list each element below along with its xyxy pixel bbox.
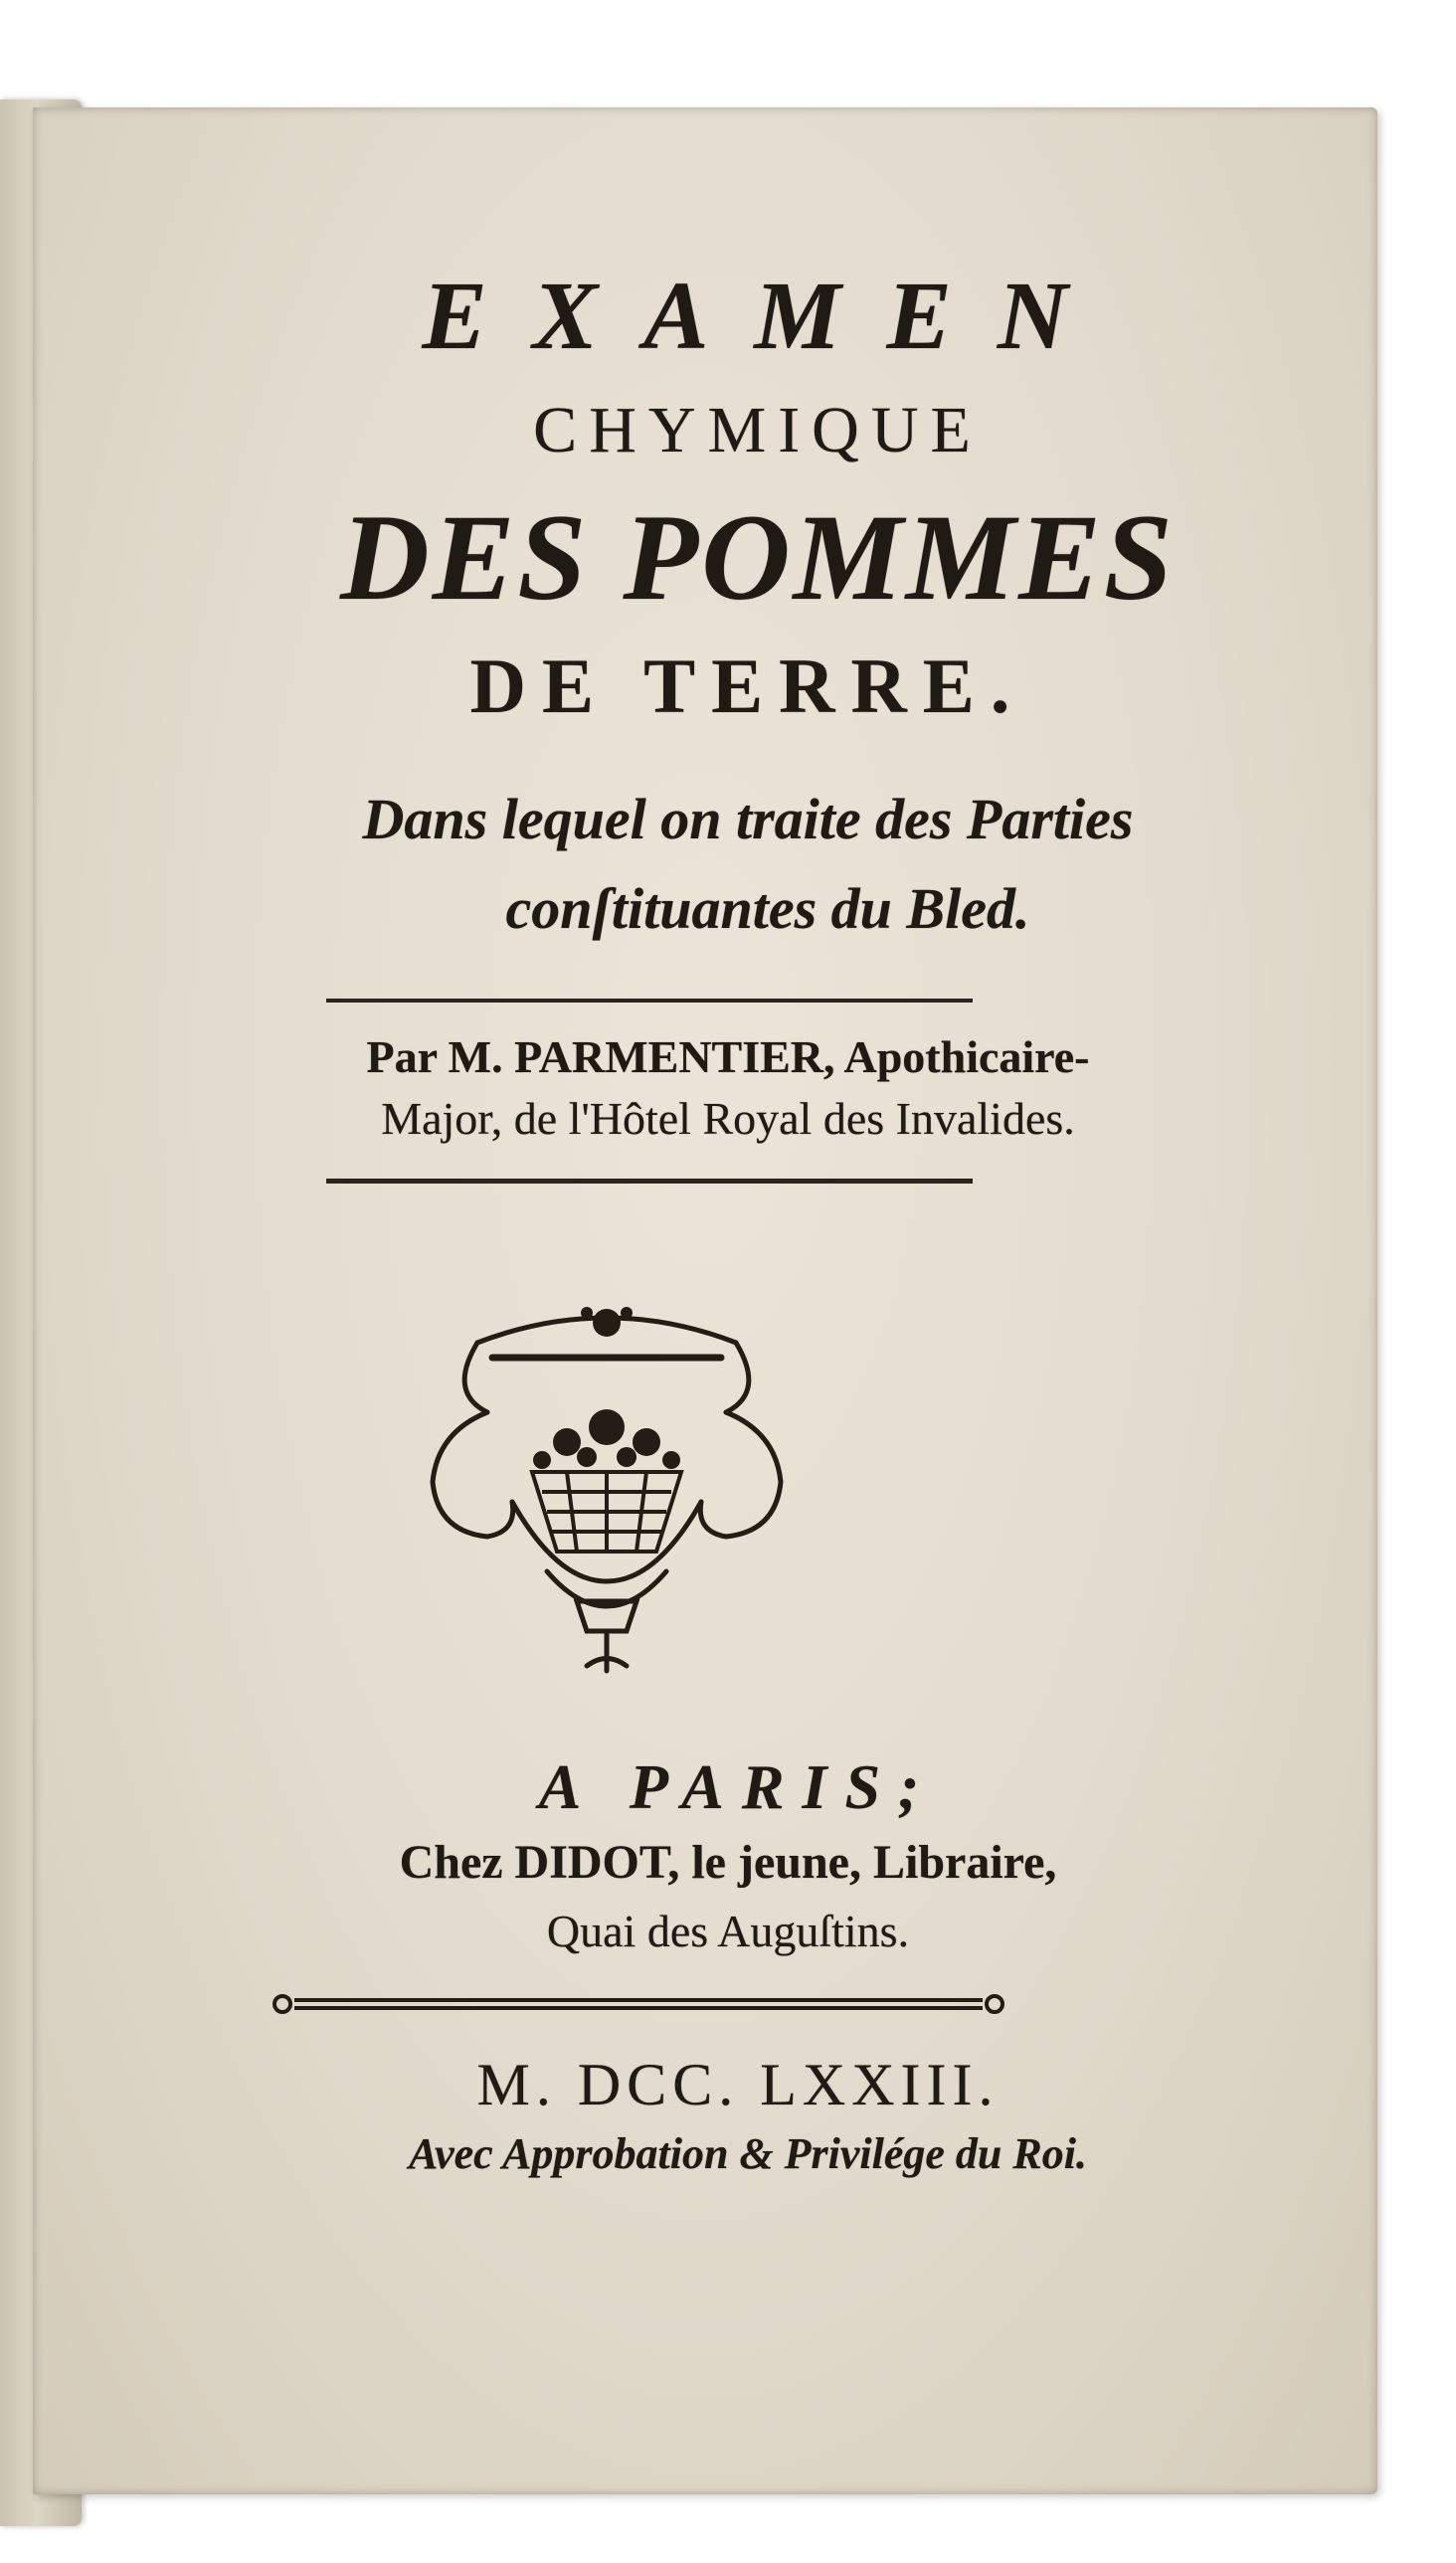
- subtitle-line-2: conſtituantes du Bled.: [505, 876, 1030, 941]
- author-line-1: Par M. PARMENTIER, Apothicaire-: [366, 1031, 1090, 1082]
- ornamental-rule: [271, 1993, 1006, 2015]
- subtitle-line-1: Dans lequel on traite des Parties: [362, 787, 1134, 851]
- title-line-des-pommes: DES POMMES: [340, 489, 1176, 626]
- imprint-address: Quai des Auguſtins.: [546, 1906, 910, 1956]
- privilege-statement: Avec Approbation & Privilége du Roi.: [409, 2129, 1087, 2178]
- publication-date: M. DCC. LXXIII.: [476, 2052, 1000, 2117]
- author-line-2: Major, de l'Hôtel Royal des Invalides.: [381, 1093, 1075, 1144]
- divider-rule-bottom: [326, 1179, 973, 1184]
- title-line-chymique: CHYMIQUE: [533, 394, 983, 466]
- imprint-city: A PARIS;: [538, 1751, 938, 1822]
- title-line-de-terre: DE TERRE.: [469, 642, 1026, 729]
- title-line-examen: EXAMEN: [422, 263, 1114, 370]
- imprint-publisher: Chez DIDOT, le jeune, Libraire,: [399, 1836, 1057, 1889]
- flower-basket-ornament-icon: [418, 1283, 796, 1681]
- divider-rule-top: [326, 999, 973, 1003]
